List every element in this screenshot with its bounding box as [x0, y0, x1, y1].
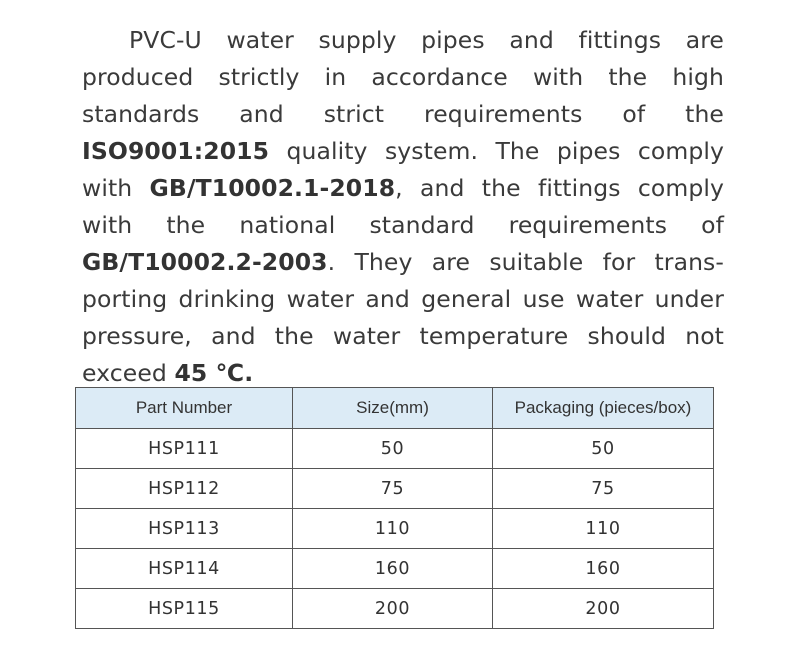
table-row — [76, 469, 714, 509]
cell-packaging: 75 — [493, 469, 714, 509]
cell-part-number: HSP111 — [76, 429, 293, 469]
cell-packaging: 50 — [493, 429, 714, 469]
cell-part-number: HSP113 — [76, 509, 293, 549]
cell-part-number: HSP114 — [76, 549, 293, 589]
cell-size: 200 — [293, 589, 493, 629]
cell-size: 160 — [293, 549, 493, 589]
table-row — [76, 589, 714, 629]
pipes-standard: GB/T10002.1-2018 — [149, 174, 396, 202]
cell-packaging: 200 — [493, 589, 714, 629]
cell-size: 75 — [293, 469, 493, 509]
cell-part-number: HSP115 — [76, 589, 293, 629]
header-size: Size(mm) — [293, 388, 493, 429]
table-row — [76, 429, 714, 469]
iso-standard: ISO9001:2015 — [82, 137, 270, 165]
intro-text-2: quality system. The pipes comply with — [82, 137, 724, 202]
table-row — [76, 549, 714, 589]
header-packaging: Packaging (pieces/box) — [493, 388, 714, 429]
intro-paragraph — [82, 22, 724, 392]
max-temperature: 45 ℃. — [174, 359, 254, 387]
intro-text-4: . They are suitable for trans-porting drinking water and general use water under pressure, and the water temperature should not exceed — [82, 248, 724, 387]
cell-size: 110 — [293, 509, 493, 549]
intro-text-3: , and the fittings comply with the national standard requirements of — [82, 174, 724, 239]
intro-text-1: PVC-U water supply pipes and fittings are produced strictly in accordance with the high standards and strict requirements of the — [82, 26, 724, 128]
cell-size: 50 — [293, 429, 493, 469]
product-spec-table — [75, 387, 714, 629]
header-part-number: Part Number — [76, 388, 293, 429]
cell-packaging: 110 — [493, 509, 714, 549]
table-row — [76, 509, 714, 549]
table-header-row — [76, 388, 714, 429]
cell-packaging: 160 — [493, 549, 714, 589]
fittings-standard: GB/T10002.2-2003 — [82, 248, 328, 276]
cell-part-number: HSP112 — [76, 469, 293, 509]
